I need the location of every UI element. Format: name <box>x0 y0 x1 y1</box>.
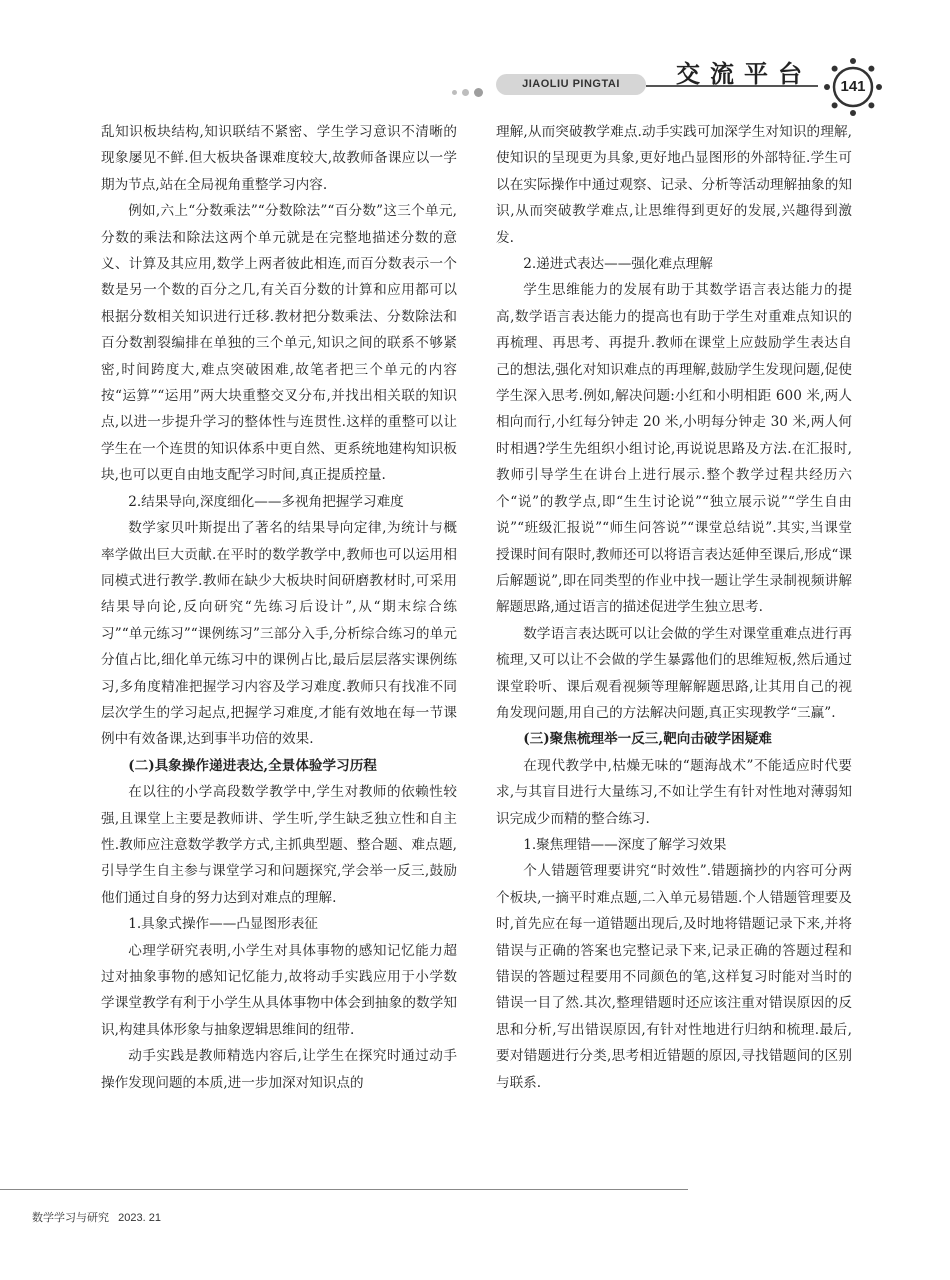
right-column <box>496 119 852 1096</box>
page-number: 141 <box>840 78 866 95</box>
paragraph: 在以往的小学高段数学教学中,学生对教师的依赖性较强,且课堂上主要是教师讲、学生听,学生缺乏独立性和自主性.教师应注意数学教学方式,主抓典型题、整合题、难点题,引导学生自主参与课堂学习和问题探究,学会举一反三,鼓励他们通过自身的努力达到对难点的理解. <box>101 784 457 906</box>
decorative-dots <box>452 82 488 101</box>
paragraph: 数学家贝叶斯提出了著名的结果导向定律,为统计与概率学做出巨大贡献.在平时的数学教学中,教师也可以运用相同模式进行教学.教师在缺少大板块时间研磨教材时,可采用结果导向论,反向研究“先练习后设计”,从“期末综合练习”“单元练习”“课例练习”三部分入手,分析综合练习的单元分值占比,细化单元练习中的课例占比,最后层层落实课例练习,多角度精准把握学习内容及学习难度.教师只有找准不同层次学生的学习起点,把握学习难度,才能有效地在每一节课例中有效备课,达到事半功倍的效果. <box>101 520 457 748</box>
page-number-badge <box>822 56 884 118</box>
page-footer <box>32 1209 161 1225</box>
subheading: 2.结果导向,深度细化——多视角把握学习难度 <box>128 493 404 510</box>
section-heading: (三)聚焦梳理举一反三,靶向击破学困疑难 <box>523 731 772 748</box>
paragraph: 在现代教学中,枯燥无味的“题海战术”不能适应时代要求,与其盲目进行大量练习,不如让学生有针对性地对薄弱知识完成少而精的整合练习. <box>496 757 852 827</box>
paragraph: 学生思维能力的发展有助于其数学语言表达能力的提高,数学语言表达能力的提高也有助于学生对重难点知识的再梳理、再思考、再提升.教师在课堂上应鼓励学生表达自己的想法,强化对知识难点的再理解,鼓励学生发现问题,促使学生深入思考.例如,解决问题:小红和小明相距 600 米,两人相向而行,小红每分钟走 20 米,小明每分钟走 30 米,两人何时相遇?学生先组织小组讨论,再说说思路及方法.在汇报时,教师引导学生在讲台上进行展示.整个教学过程共经历六个“说”的教学点,即“生生讨论说”“独立展示说”“学生自由说”“班级汇报说”“师生问答说”“课堂总结说”.其实,当课堂授课时间有限时,教师还可以将语言表达延伸至课后,形成“课后解题说”,即在同类型的作业中找一题让学生录制视频讲解解题思路,通过语言的描述促进学生独立思考. <box>496 282 852 616</box>
journal-name: 数学学习与研究 <box>32 1212 109 1224</box>
paragraph: 心理学研究表明,小学生对具体事物的感知记忆能力超过对抽象事物的感知记忆能力,故将动手实践应用于小学数学课堂教学有利于小学生从具体事物中体会到抽象的数学知识,构建具体形象与抽象逻辑思维间的纽带. <box>101 942 457 1038</box>
subheading: 1.聚焦理错——深度了解学习效果 <box>523 836 727 853</box>
paragraph: 乱知识板块结构,知识联结不紧密、学生学习意识不清晰的现象屡见不鲜.但大板块备课难度较大,故教师备课应以一学期为节点,站在全局视角重整学习内容. <box>101 124 457 193</box>
subheading: 1.具象式操作——凸显图形表征 <box>128 916 318 933</box>
paragraph: 理解,从而突破教学难点.动手实践可加深学生对知识的理解,使知识的呈现更为具象,更好地凸显图形的外部特征.学生可以在实际操作中通过观察、记录、分析等活动理解抽象的知识,从而突破教学难点,让思维得到更好的发展,兴趣得到激发. <box>496 124 852 246</box>
section-pinyin: JIAOLIU PINGTAI <box>496 74 646 95</box>
issue-number: 2023. 21 <box>118 1212 161 1224</box>
left-column <box>101 119 457 1096</box>
section-title: 交流平台 <box>676 59 812 88</box>
subheading: 2.递进式表达——强化难点理解 <box>523 256 713 273</box>
paragraph: 例如,六上“分数乘法”“分数除法”“百分数”这三个单元,分数的乘法和除法这两个单元就是在完整地描述分数的意义、计算及其应用,数学上两者彼此相连,而百分数表示一个数是另一个数的百分之几,有关百分数的计算和应用都可以根据分数相关知识进行迁移.教材把分数乘法、分数除法和百分数割裂编排在单独的三个单元,知识之间的联系不够紧密,时间跨度大,难点突破困难,故笔者把三个单元的内容按“运算”“运用”两大块重整交叉分布,并找出相关联的知识点,以进一步提升学习的整体性与连贯性.这样的重整可以让学生在一个连贯的知识体系中更自然、更系统地建构知识板块,也可以更自由地支配学习时间,真正提质控量. <box>101 203 457 484</box>
footer-rule <box>0 1189 688 1190</box>
paragraph: 数学语言表达既可以让会做的学生对课堂重难点进行再梳理,又可以让不会做的学生暴露他们的思维短板,然后通过课堂聆听、课后观看视频等理解解题思路,让其用自己的视角发现问题,用自己的方法解决问题,真正实现教学“三赢”. <box>496 625 852 721</box>
paragraph: 动手实践是教师精选内容后,让学生在探究时通过动手操作发现问题的本质,进一步加深对知识点的 <box>101 1048 457 1091</box>
page-header <box>0 0 950 110</box>
paragraph: 个人错题管理要讲究“时效性”.错题摘抄的内容可分两个板块,一摘平时难点题,二入单元易错题.个人错题管理要及时,首先应在每一道错题出现后,及时地将错题记录下来,并将错误与正确的答案也完整记录下来,记录正确的答题过程和错误的答题过程要用不同颜色的笔,这样复习时能对当时的错误一目了然.其次,整理错题时还应该注重对错误原因的反思和分析,写出错误原因,有针对性地进行归纳和梳理.最后,要对错题进行分类,思考相近错题的原因,寻找错题间的区别与联系. <box>496 863 852 1091</box>
section-heading: (二)具象操作递进表达,全景体验学习历程 <box>128 757 377 774</box>
